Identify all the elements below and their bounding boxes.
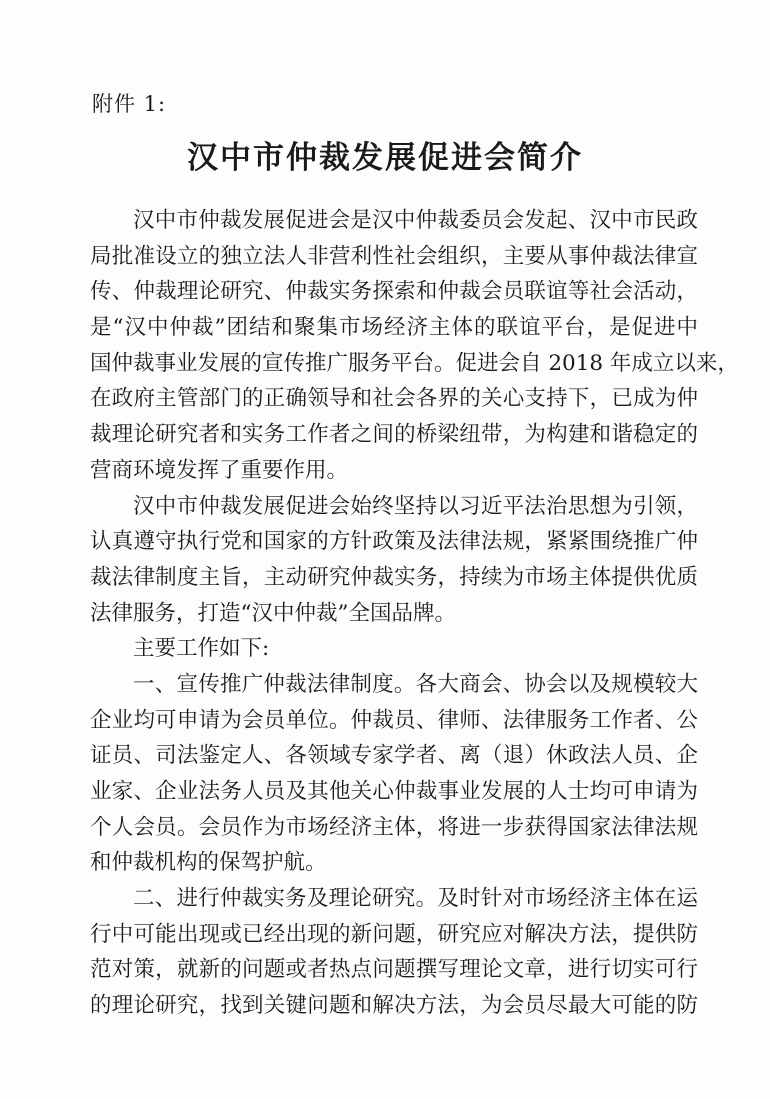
- paragraph: [90, 631, 698, 667]
- paragraph-line: 和仲裁机构的保驾护航。: [90, 850, 327, 876]
- paragraph-line: 企业均可申请为会员单位。仲裁员、律师、法律服务工作者、公: [90, 707, 698, 733]
- paragraph-line: 二、进行仲裁实务及理论研究。及时针对市场经济主体在运: [133, 886, 698, 912]
- paragraph-line: 传、仲裁理论研究、仲裁实务探索和仲裁会员联谊等社会活动，: [90, 279, 698, 305]
- paragraph-line: 汉中市仲裁发展促进会始终坚持以习近平法治思想为引领，: [133, 493, 698, 519]
- paragraph-line: 行中可能出现或已经出现的新问题，研究应对解决方法，提供防: [90, 921, 698, 947]
- paragraph-line: 局批准设立的独立法人非营利性社会组织，主要从事仲裁法律宣: [90, 243, 698, 269]
- attachment-label: 附件 1:: [92, 92, 167, 116]
- document-title: 汉中市仲裁发展促进会简介: [187, 140, 583, 176]
- paragraph-line: 业家、企业法务人员及其他关心仲裁事业发展的人士均可申请为: [90, 779, 698, 804]
- paragraph-line: 一、宣传推广仲裁法律制度。各大商会、协会以及规模较大: [133, 671, 698, 697]
- paragraph-line: 个人会员。会员作为市场经济主体，将进一步获得国家法律法规: [90, 814, 698, 840]
- paragraph-line: 营商环境发挥了重要作用。: [90, 457, 349, 483]
- paragraph-line: 的理论研究，找到关键问题和解决方法，为会员尽最大可能的防: [90, 993, 698, 1019]
- paragraph-line: 在政府主管部门的正确领导和社会各界的关心支持下，已成为仲: [90, 386, 698, 412]
- paragraph-line: 裁理论研究者和实务工作者之间的桥梁纽带，为构建和谐稳定的: [90, 422, 698, 448]
- paragraph-line: 是“汉中仲裁”团结和聚集市场经济主体的联谊平台，是促进中: [90, 315, 698, 341]
- document-body: [90, 203, 739, 1024]
- paragraph: [90, 881, 698, 1024]
- paragraph-line: 范对策，就新的问题或者热点问题撰写理论文章，进行切实可行: [90, 957, 698, 983]
- paragraph-line: 法律服务，打造“汉中仲裁”全国品牌。: [90, 600, 456, 626]
- paragraph-line: 认真遵守执行党和国家的方针政策及法律法规，紧紧围绕推广仲: [90, 529, 698, 555]
- paragraph: [90, 203, 739, 489]
- paragraph-line: 主要工作如下:: [133, 636, 270, 662]
- paragraph: [90, 489, 698, 632]
- paragraph: [90, 667, 698, 881]
- paragraph-line: 汉中市仲裁发展促进会是汉中仲裁委员会发起、汉中市民政: [133, 208, 698, 233]
- paragraph-line: 国仲裁事业发展的宣传推广服务平台。促进会自 2018 年成立以来，: [90, 350, 739, 376]
- paragraph-line: 裁法律制度主旨，主动研究仲裁实务，持续为市场主体提供优质: [90, 564, 698, 590]
- paragraph-line: 证员、司法鉴定人、各领域专家学者、离（退）休政法人员、企: [90, 743, 698, 769]
